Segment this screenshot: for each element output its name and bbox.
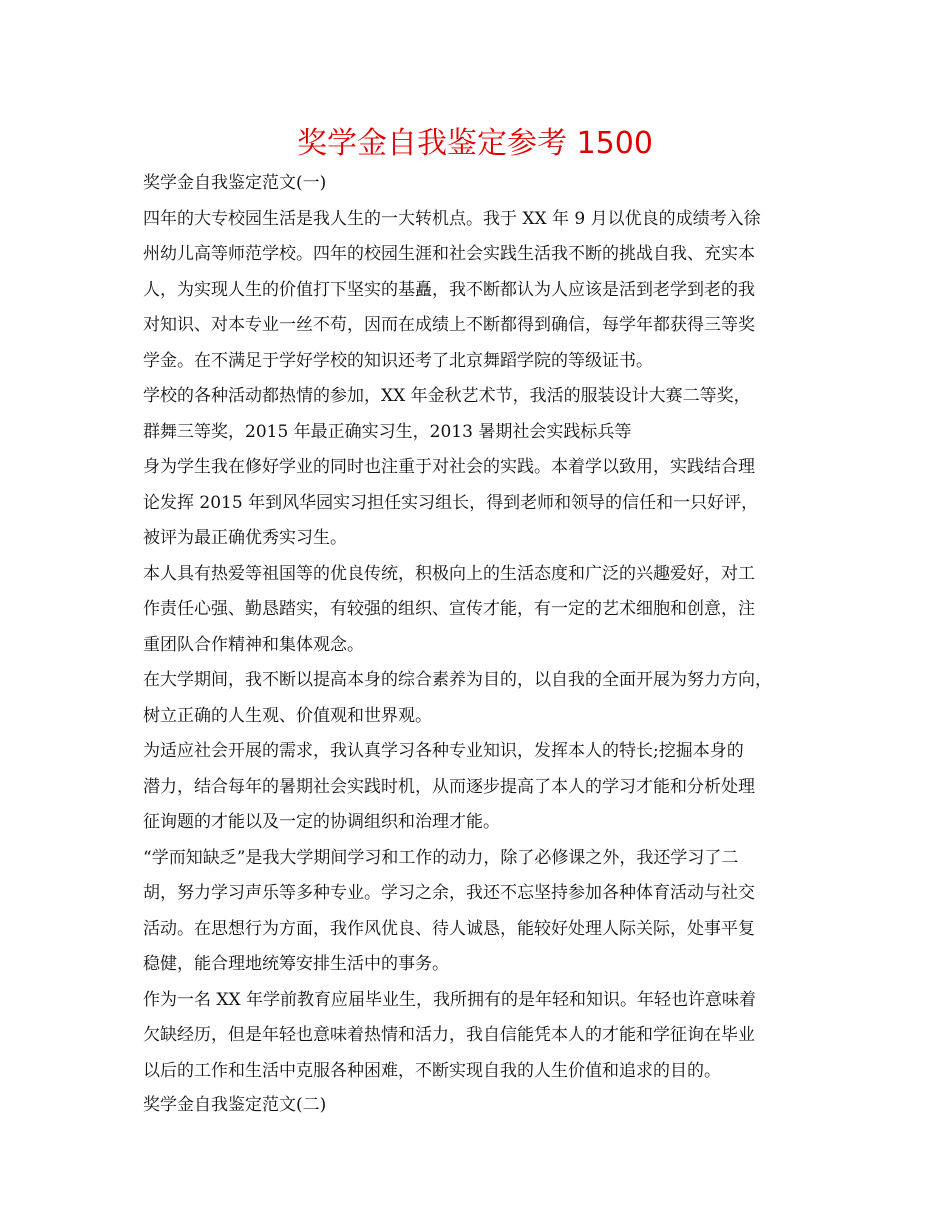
text-line: 作为一名 XX 年学前教育应届毕业生，我所拥有的是年轻和知识。年轻也许意味着: [143, 989, 757, 1010]
text-line: 本人具有热爱等祖国等的优良传统，积极向上的生活态度和广泛的兴趣爱好，对工: [143, 563, 755, 584]
text-line: 被评为最正确优秀实习生。: [143, 528, 347, 548]
text-line: 欠缺经历，但是年轻也意味着热情和活力，我自信能凭本人的才能和学征询在毕业: [143, 1025, 755, 1045]
section-heading: [143, 166, 823, 202]
text-line: 在大学期间，我不断以提高本身的综合素养为目的，以自我的全面开展为努力方向，: [143, 670, 772, 690]
paragraph: [143, 450, 823, 557]
text-line: 身为学生我在修好学业的同时也注重于对社会的实践。本着学以致用，实践结合理: [143, 457, 755, 477]
paragraph: [143, 557, 823, 664]
text-line: 征询题的才能以及一定的协调组织和治理才能。: [143, 812, 500, 832]
text-line: 以后的工作和生活中克服各种困难，不断实现自我的人生价值和追求的目的。: [143, 1060, 721, 1081]
paragraph: [143, 663, 823, 734]
text-line: “学而知缺乏”是我大学期间学习和工作的动力，除了必修课之外，我还学习了二: [143, 847, 739, 868]
text-line: 树立正确的人生观、价值观和世界观。: [143, 705, 432, 726]
text-line: 作责任心强、勤恳踏实，有较强的组织、宣传才能，有一定的艺术细胞和创意，注: [143, 599, 755, 619]
text-line: 奖学金自我鉴定范文(一): [143, 173, 327, 193]
text-line: 奖学金自我鉴定范文(二): [143, 1095, 327, 1115]
document-title: 奖学金自我鉴定参考 1500: [297, 126, 653, 161]
text-line: 人，为实现人生的价值打下坚实的基矗，我不断都认为人应该是活到老学到老的我: [143, 279, 755, 300]
text-line: 学校的各种活动都热情的参加，XX 年金秋艺术节，我活的服装设计大赛二等奖，: [143, 386, 751, 406]
text-line: 对知识、对本专业一丝不苟，因而在成绩上不断都得到确信，每学年都获得三等奖: [143, 315, 755, 335]
paragraph: [143, 983, 823, 1090]
text-line: 稳健，能合理地统筹安排生活中的事务。: [143, 954, 449, 974]
paragraph: [143, 841, 823, 983]
text-line: 学金。在不满足于学好学校的知识还考了北京舞蹈学院的等级证书。: [143, 350, 653, 371]
text-line: 州幼儿高等师范学校。四年的校园生涯和社会实践生活我不断的挑战自我、充实本: [143, 244, 755, 264]
text-line: 四年的大专校园生活是我人生的一大转机点。我于 XX 年 9 月以优良的成绩考入徐: [143, 208, 761, 229]
paragraph: [143, 379, 823, 450]
paragraph: [143, 202, 823, 380]
section-heading: [143, 1089, 823, 1121]
document-body: [143, 166, 823, 1121]
text-line: 胡，努力学习声乐等多种专业。学习之余，我还不忘坚持参加各种体育活动与社交: [143, 883, 755, 903]
paragraph: [143, 734, 823, 841]
text-line: 为适应社会开展的需求，我认真学习各种专业知识，发挥本人的特长;挖掘本身的: [143, 741, 744, 761]
text-line: 重团队合作精神和集体观念。: [143, 634, 364, 655]
text-line: 潜力，结合每年的暑期社会实践时机，从而逐步提高了本人的学习才能和分析处理: [143, 776, 755, 797]
text-line: 活动。在思想行为方面，我作风优良、待人诚恳，能较好处理人际关际，处事平复: [143, 918, 755, 939]
text-line: 论发挥 2015 年到风华园实习担任实习组长，得到老师和领导的信任和一只好评，: [143, 492, 759, 513]
text-line: 群舞三等奖，2015 年最正确实习生，2013 暑期社会实践标兵等: [143, 421, 632, 442]
